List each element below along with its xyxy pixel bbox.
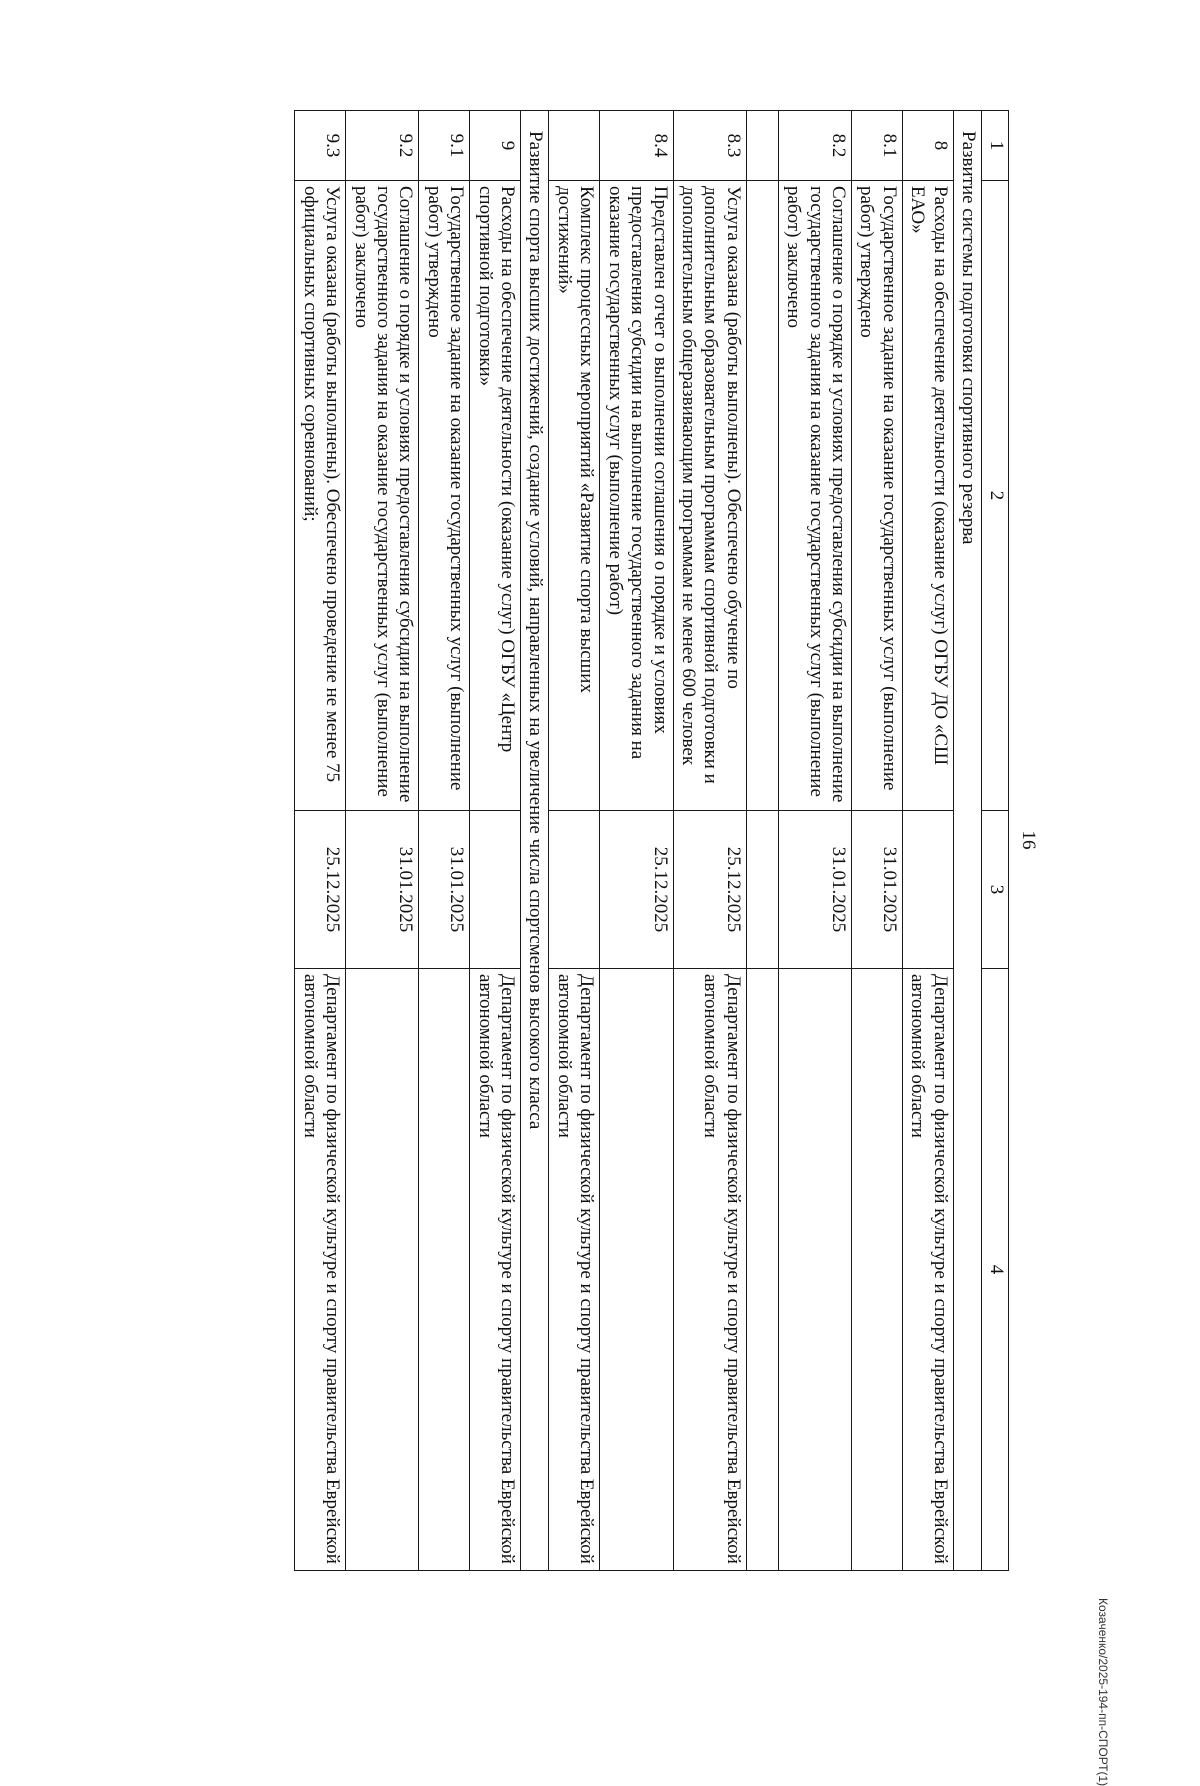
table-row [851, 111, 902, 1571]
table-row [470, 111, 521, 1571]
row-date: 25.12.2025 [600, 811, 673, 969]
row-number: 8.1 [851, 111, 902, 181]
table-header-row [982, 111, 1009, 1571]
row-responsible [851, 969, 902, 1571]
header-cell-4: 4 [982, 969, 1009, 1571]
row-date: 31.01.2025 [778, 811, 851, 969]
table-row [600, 111, 673, 1571]
row-date: 25.12.2025 [295, 811, 346, 969]
table-row [295, 111, 346, 1571]
row-description: Государственное задание на оказание государственных услуг (выполнение работ) утверждено [419, 181, 470, 811]
header-cell-1: 1 [982, 111, 1009, 181]
row-responsible: Департамент по физической культуре и спорту правительства Еврейской автономной области [549, 969, 600, 1571]
section-row [953, 111, 981, 1571]
header-cell-3: 3 [982, 811, 1009, 969]
row-responsible: Департамент по физической культуре и спорту правительства Еврейской автономной области [295, 969, 346, 1571]
row-description: Услуга оказана (работы выполнены). Обеспечено проведение не менее 75 официальных спортивных соревнований; [295, 181, 346, 811]
document-page [183, 110, 1043, 1570]
spacer-row [746, 111, 778, 1571]
table-row [419, 111, 470, 1571]
row-number: 9 [470, 111, 521, 181]
section-row [521, 111, 549, 1571]
section-title: Развитие спорта высших достижений, создание условий, направленных на увеличение числа спортсменов высокого класса [521, 111, 549, 1571]
table-row [549, 111, 600, 1571]
row-description: Расходы на обеспечение деятельности (оказание услуг) ОГБУ ДО «СШ ЕАО» [902, 181, 953, 811]
row-date: 25.12.2025 [673, 811, 746, 969]
row-responsible [419, 969, 470, 1571]
row-description: Услуга оказана (работы выполнены). Обеспечено обучение по дополнительным образовательным программам спортивной подготовки и дополнительным общеразвивающим программам не менее 600 человек [673, 181, 746, 811]
table-row [673, 111, 746, 1571]
row-number: 8 [902, 111, 953, 181]
row-responsible [600, 969, 673, 1571]
row-number: 9.1 [419, 111, 470, 181]
row-number: 8.4 [600, 111, 673, 181]
row-responsible: Департамент по физической культуре и спорту правительства Еврейской автономной области [673, 969, 746, 1571]
section-title: Развитие системы подготовки спортивного резерва [953, 111, 981, 1571]
row-description: Государственное задание на оказание государственных услуг (выполнение работ) утверждено [851, 181, 902, 811]
row-responsible [346, 969, 419, 1571]
row-responsible [778, 969, 851, 1571]
row-description: Соглашение о порядке и условиях предоставления субсидии на выполнение государственного задания на оказание государственных услуг (выполнение работ) заключено [778, 181, 851, 811]
row-responsible: Департамент по физической культуре и спорту правительства Еврейской автономной области [902, 969, 953, 1571]
row-description: Представлен отчет о выполнении соглашения о порядке и условиях предоставления субсидии на выполнение государственного задания на оказание государственных услуг (выполнение работ) [600, 181, 673, 811]
row-number: 9.3 [295, 111, 346, 181]
row-date: 31.01.2025 [346, 811, 419, 969]
row-date: 31.01.2025 [851, 811, 902, 969]
table-row [346, 111, 419, 1571]
document-code: Козаченко/2025-194-пп-СПОРТ(1) [1096, 1598, 1110, 1786]
row-number: 8.2 [778, 111, 851, 181]
row-date [549, 811, 600, 969]
row-description: Комплекс процессных мероприятий «Развитие спорта высших достижений» [549, 181, 600, 811]
header-cell-2: 2 [982, 181, 1009, 811]
row-description: Расходы на обеспечение деятельности (оказание услуг) ОГБУ «Центр спортивной подготовки» [470, 181, 521, 811]
row-number: 9.2 [346, 111, 419, 181]
table-row [902, 111, 953, 1571]
row-date: 31.01.2025 [419, 811, 470, 969]
page-number: 16 [1018, 830, 1039, 850]
row-description: Соглашение о порядке и условиях предоставления субсидии на выполнение государственного задания на оказание государственных услуг (выполнение работ) заключено [346, 181, 419, 811]
row-date [470, 811, 521, 969]
row-date [902, 811, 953, 969]
plan-table [294, 110, 1009, 1571]
row-number: 8.3 [673, 111, 746, 181]
table-row [778, 111, 851, 1571]
row-number [549, 111, 600, 181]
row-responsible: Департамент по физической культуре и спорту правительства Еврейской автономной области [470, 969, 521, 1571]
